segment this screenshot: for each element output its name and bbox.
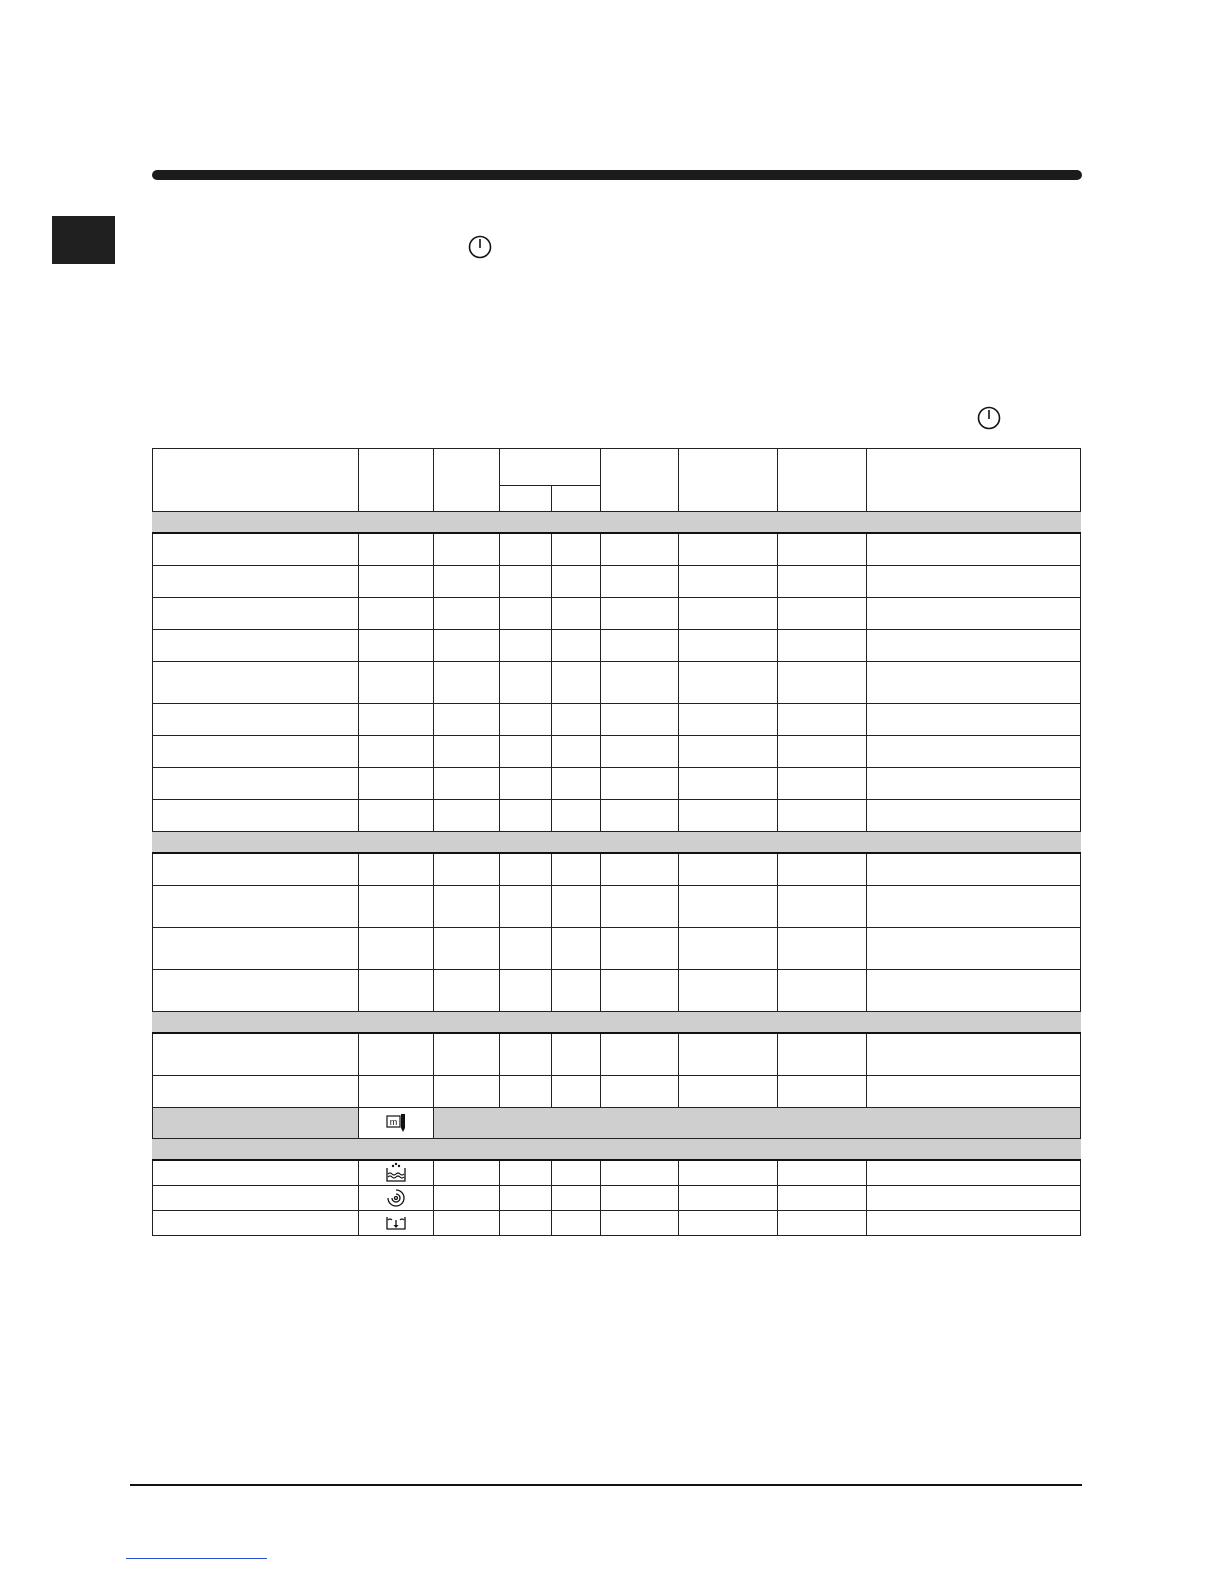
table-row — [153, 566, 1081, 598]
drain-icon-cell — [359, 1211, 434, 1236]
table-row — [153, 1160, 1081, 1186]
table-row — [153, 630, 1081, 662]
table-row — [153, 704, 1081, 736]
table-row — [153, 1186, 1081, 1211]
drain-icon — [384, 1211, 408, 1235]
custom-program-label — [153, 1108, 359, 1139]
section-header — [153, 1139, 1081, 1161]
table-row — [153, 736, 1081, 768]
spin-icon — [384, 1186, 408, 1210]
spin-icon-cell — [359, 1186, 434, 1211]
custom-program-icon — [384, 1111, 408, 1135]
section-header — [153, 832, 1081, 854]
table-row — [153, 928, 1081, 970]
power-icon — [467, 234, 493, 260]
table-row — [153, 662, 1081, 704]
table-row — [153, 598, 1081, 630]
header-cell — [434, 449, 500, 512]
header-cell — [153, 449, 359, 512]
table-row — [153, 970, 1081, 1012]
table-row — [153, 800, 1081, 832]
language-tab — [52, 216, 115, 264]
header-cell — [500, 449, 601, 486]
header-cell — [778, 449, 867, 512]
footer-link-underline[interactable] — [126, 1558, 267, 1559]
table-row — [153, 1211, 1081, 1236]
custom-program-row — [153, 1108, 1081, 1139]
table-row — [153, 1033, 1081, 1076]
header-subcell — [500, 486, 552, 512]
header-cell — [601, 449, 679, 512]
header-cell — [359, 449, 434, 512]
table-row — [153, 533, 1081, 566]
table-row — [153, 1076, 1081, 1108]
table-row — [153, 768, 1081, 800]
top-rule — [152, 170, 1082, 180]
section-header — [153, 512, 1081, 534]
power-icon — [976, 405, 1002, 431]
rinse-icon — [384, 1161, 408, 1185]
rinse-icon-cell — [359, 1160, 434, 1186]
svg-text:m: m — [389, 1117, 398, 1127]
bottom-rule — [130, 1484, 1082, 1486]
section-header — [153, 1012, 1081, 1034]
header-cell — [867, 449, 1081, 512]
custom-program-icon-cell — [359, 1108, 434, 1139]
programme-table — [152, 448, 1081, 1236]
table-row — [153, 853, 1081, 886]
custom-program-note — [434, 1108, 1081, 1139]
header-cell — [679, 449, 778, 512]
header-subcell — [552, 486, 601, 512]
table-row — [153, 886, 1081, 928]
